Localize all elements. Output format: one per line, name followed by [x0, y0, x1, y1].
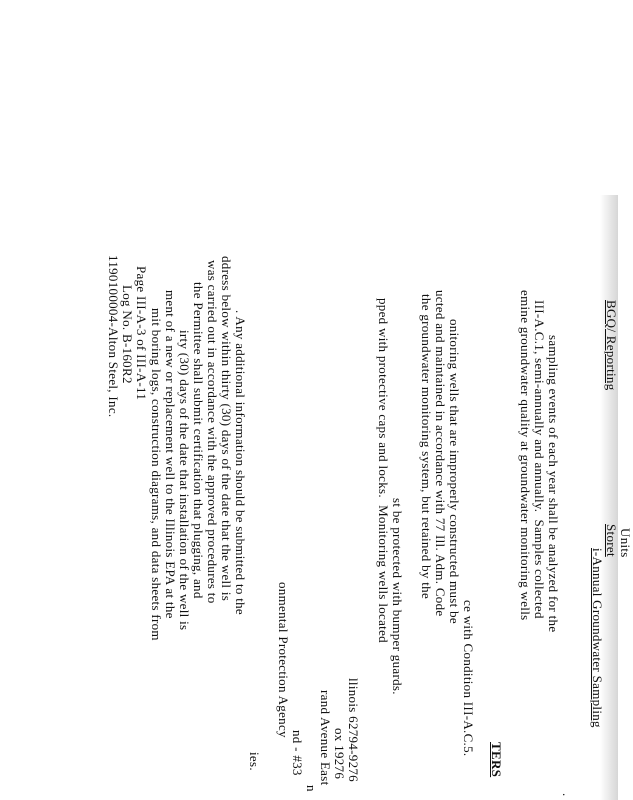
para1-line-8: ies.	[247, 752, 262, 771]
para1-line-4: the Permittee shall submit certification that plugging, and	[191, 282, 206, 599]
para2-line-2: st be protected with bumper guards.	[390, 498, 405, 695]
para4-line-1: emine groundwater quality at groundwater monitoring wells	[518, 290, 533, 621]
table-header-bgq-reporting: BGQ/ Reporting	[604, 300, 619, 391]
para1-line-1: mit boring logs, construction diagrams, and data sheets from	[149, 308, 164, 641]
para2-line-1: pped with protective caps and locks. Monitoring wells located	[376, 298, 391, 643]
address-line-6: llinois 62794-9276	[346, 678, 361, 782]
header-log-number: Log No. B-160R2	[120, 285, 135, 384]
para3-line-1: the groundwater monitoring system, but retained by the	[419, 294, 434, 600]
table-header-storet: Storet	[604, 524, 619, 557]
document-sheet	[0, 195, 604, 800]
header-page-number: Page III-A-3 of III-A-11	[134, 266, 149, 401]
para3-line-2: ucted and maintained in accordance with 77 Ill. Adm. Code	[433, 290, 448, 617]
para1-line-6: ddress below within thirty (30) days of the date that the well is	[219, 256, 234, 602]
para4-line-2: III-A.C.1, semi-annually and annually. Samples collected	[532, 300, 547, 619]
header-facility: 1190100004-Alton Steel, Inc.	[106, 255, 121, 418]
para1-line-2: ment of a new or replacement well to the Illinois EPA at the	[163, 290, 178, 619]
address-line-2: nd - #33	[290, 730, 305, 776]
address-line-4: rand Avenue East	[318, 690, 333, 786]
address-line-3: n	[304, 785, 319, 792]
table-header-units: Units	[618, 528, 633, 558]
address-line-5: ox 19276	[332, 728, 347, 780]
table-caption: i-Annual Groundwater Sampling	[590, 548, 605, 728]
section-heading: TERS	[489, 742, 504, 778]
para1-line-5: was carried out in accordance with the approved procedures to	[205, 260, 220, 604]
para4-line-3: sampling events of each year shall be analyzed for the	[546, 335, 561, 633]
address-line-1: onmental Protection Agency	[276, 582, 291, 738]
para1-line-7: . Any additional information should be submitted to the	[233, 310, 248, 615]
para3-line-4: ce with Condition III-A.C.5.	[461, 600, 476, 757]
para1-line-3: irty (30) days of the date that installation of the well is	[177, 330, 192, 631]
para3-line-3: onitoring wells that are improperly constructed must be	[447, 319, 462, 624]
para4-line-4: .	[560, 793, 575, 797]
